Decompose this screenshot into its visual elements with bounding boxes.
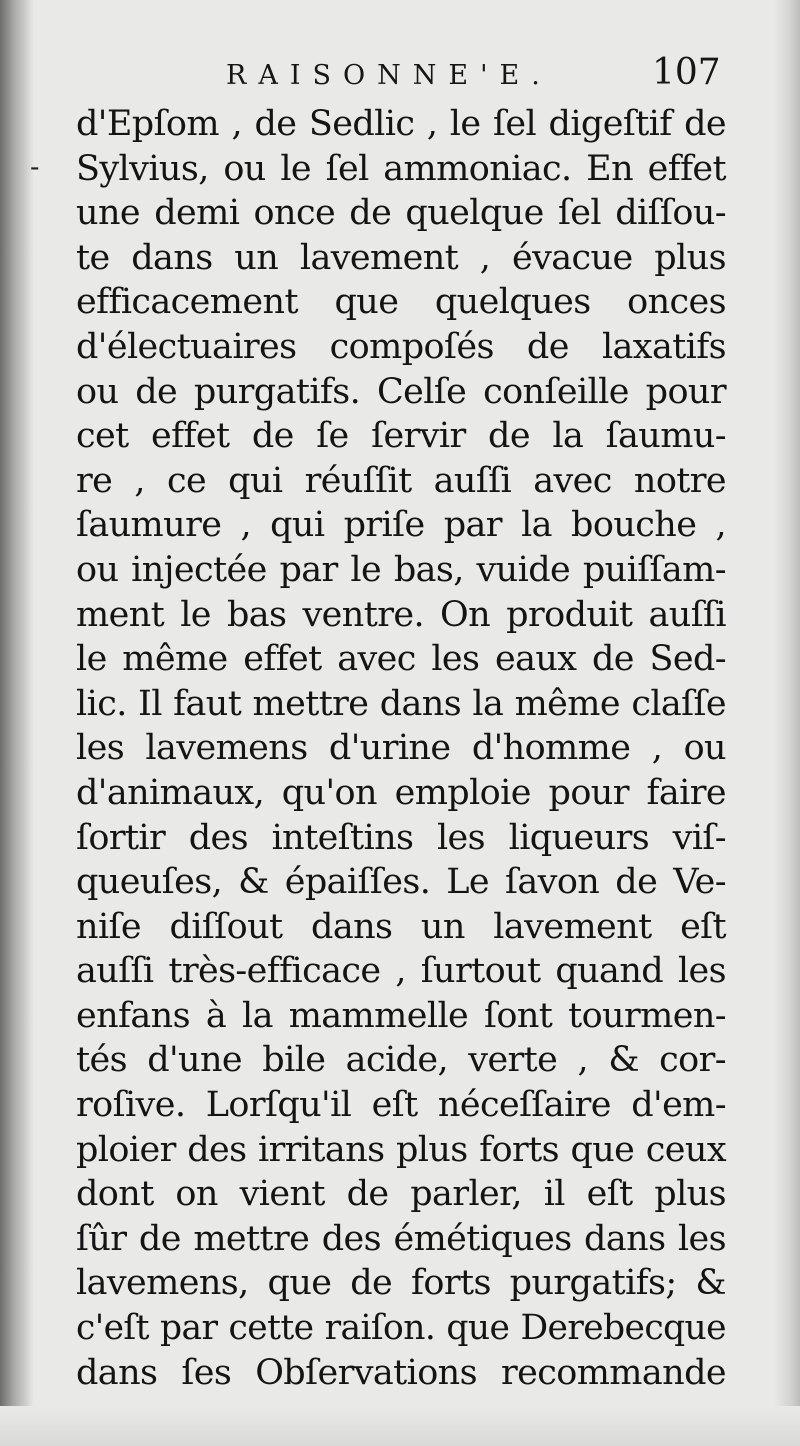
text-line: ſaumure , qui priſe par la bouche , [76,505,726,546]
text-line: d'Epſom , de Sedlic , le ſel digeſtif de [76,104,726,144]
text-line: cet effet de ſe ſervir de la ſaumu- [76,416,726,457]
text-line: c'eſt par cette raiſon. que Derebecque [76,1308,726,1349]
text-line: lavemens, que de forts purgatifs; & [76,1263,726,1304]
text-line: enfans à la mammelle ſont tourmen- [76,995,726,1036]
text-line: d'électuaires compoſés de laxatifs [76,326,726,367]
text-line: lic. Il faut mettre dans la même claſſe [76,683,726,724]
text-line: re , ce qui réuſſit auſſi avec notre [76,460,726,501]
text-line: auſſi très-efficace , ſurtout quand les [76,951,726,992]
page-bottom-edge [0,1406,800,1446]
text-line: ſortir des inteſtins les liqueurs viſ- [76,817,726,858]
text-line: te dans un lavement , évacue plus [76,237,726,278]
text-line: efficacement que quelques onces [76,282,726,323]
text-line: niſe diſſout dans un lavement eſt [76,906,726,947]
text-line: ou injectée par le bas, vuide puiſſam- [76,549,726,590]
page-right-edge [774,0,800,1446]
text-line: le même effet avec les eaux de Sed- [76,639,726,680]
text-line: ment le bas ventre. On produit auſſi [76,594,726,635]
page-gutter-shadow [0,0,34,1446]
text-line: ou de purgatifs. Celſe conſeille pour [76,371,726,412]
margin-mark: - [30,150,40,183]
body-text [76,102,726,1395]
text-line: tés d'une bile acide, verte , & cor- [76,1040,726,1081]
text-line: ſûr de mettre des émétiques dans les [76,1218,726,1259]
text-line: une demi once de quelque ſel diſſou- [76,193,726,234]
text-line: ploier des irritans plus forts que ceux [76,1129,726,1170]
page-number: 107 [652,52,721,93]
text-line: roſive. Lorſqu'il eſt néceſſaire d'em- [76,1085,726,1126]
text-line: dans ſes Obſervations recommande [76,1352,726,1393]
text-line: queuſes, & épaiſſes. Le ſavon de Ve- [76,862,726,903]
text-line: dont on vient de parler, il eſt plus [76,1174,726,1215]
text-line: Sylvius, ou le ſel ammoniac. En effet [76,148,726,189]
text-line: les lavemens d'urine d'homme , ou [76,728,726,769]
text-line: d'animaux, qu'on emploie pour faire [76,772,726,813]
running-head [0,52,800,102]
running-head-title: RAISONNE'E. [226,60,552,91]
